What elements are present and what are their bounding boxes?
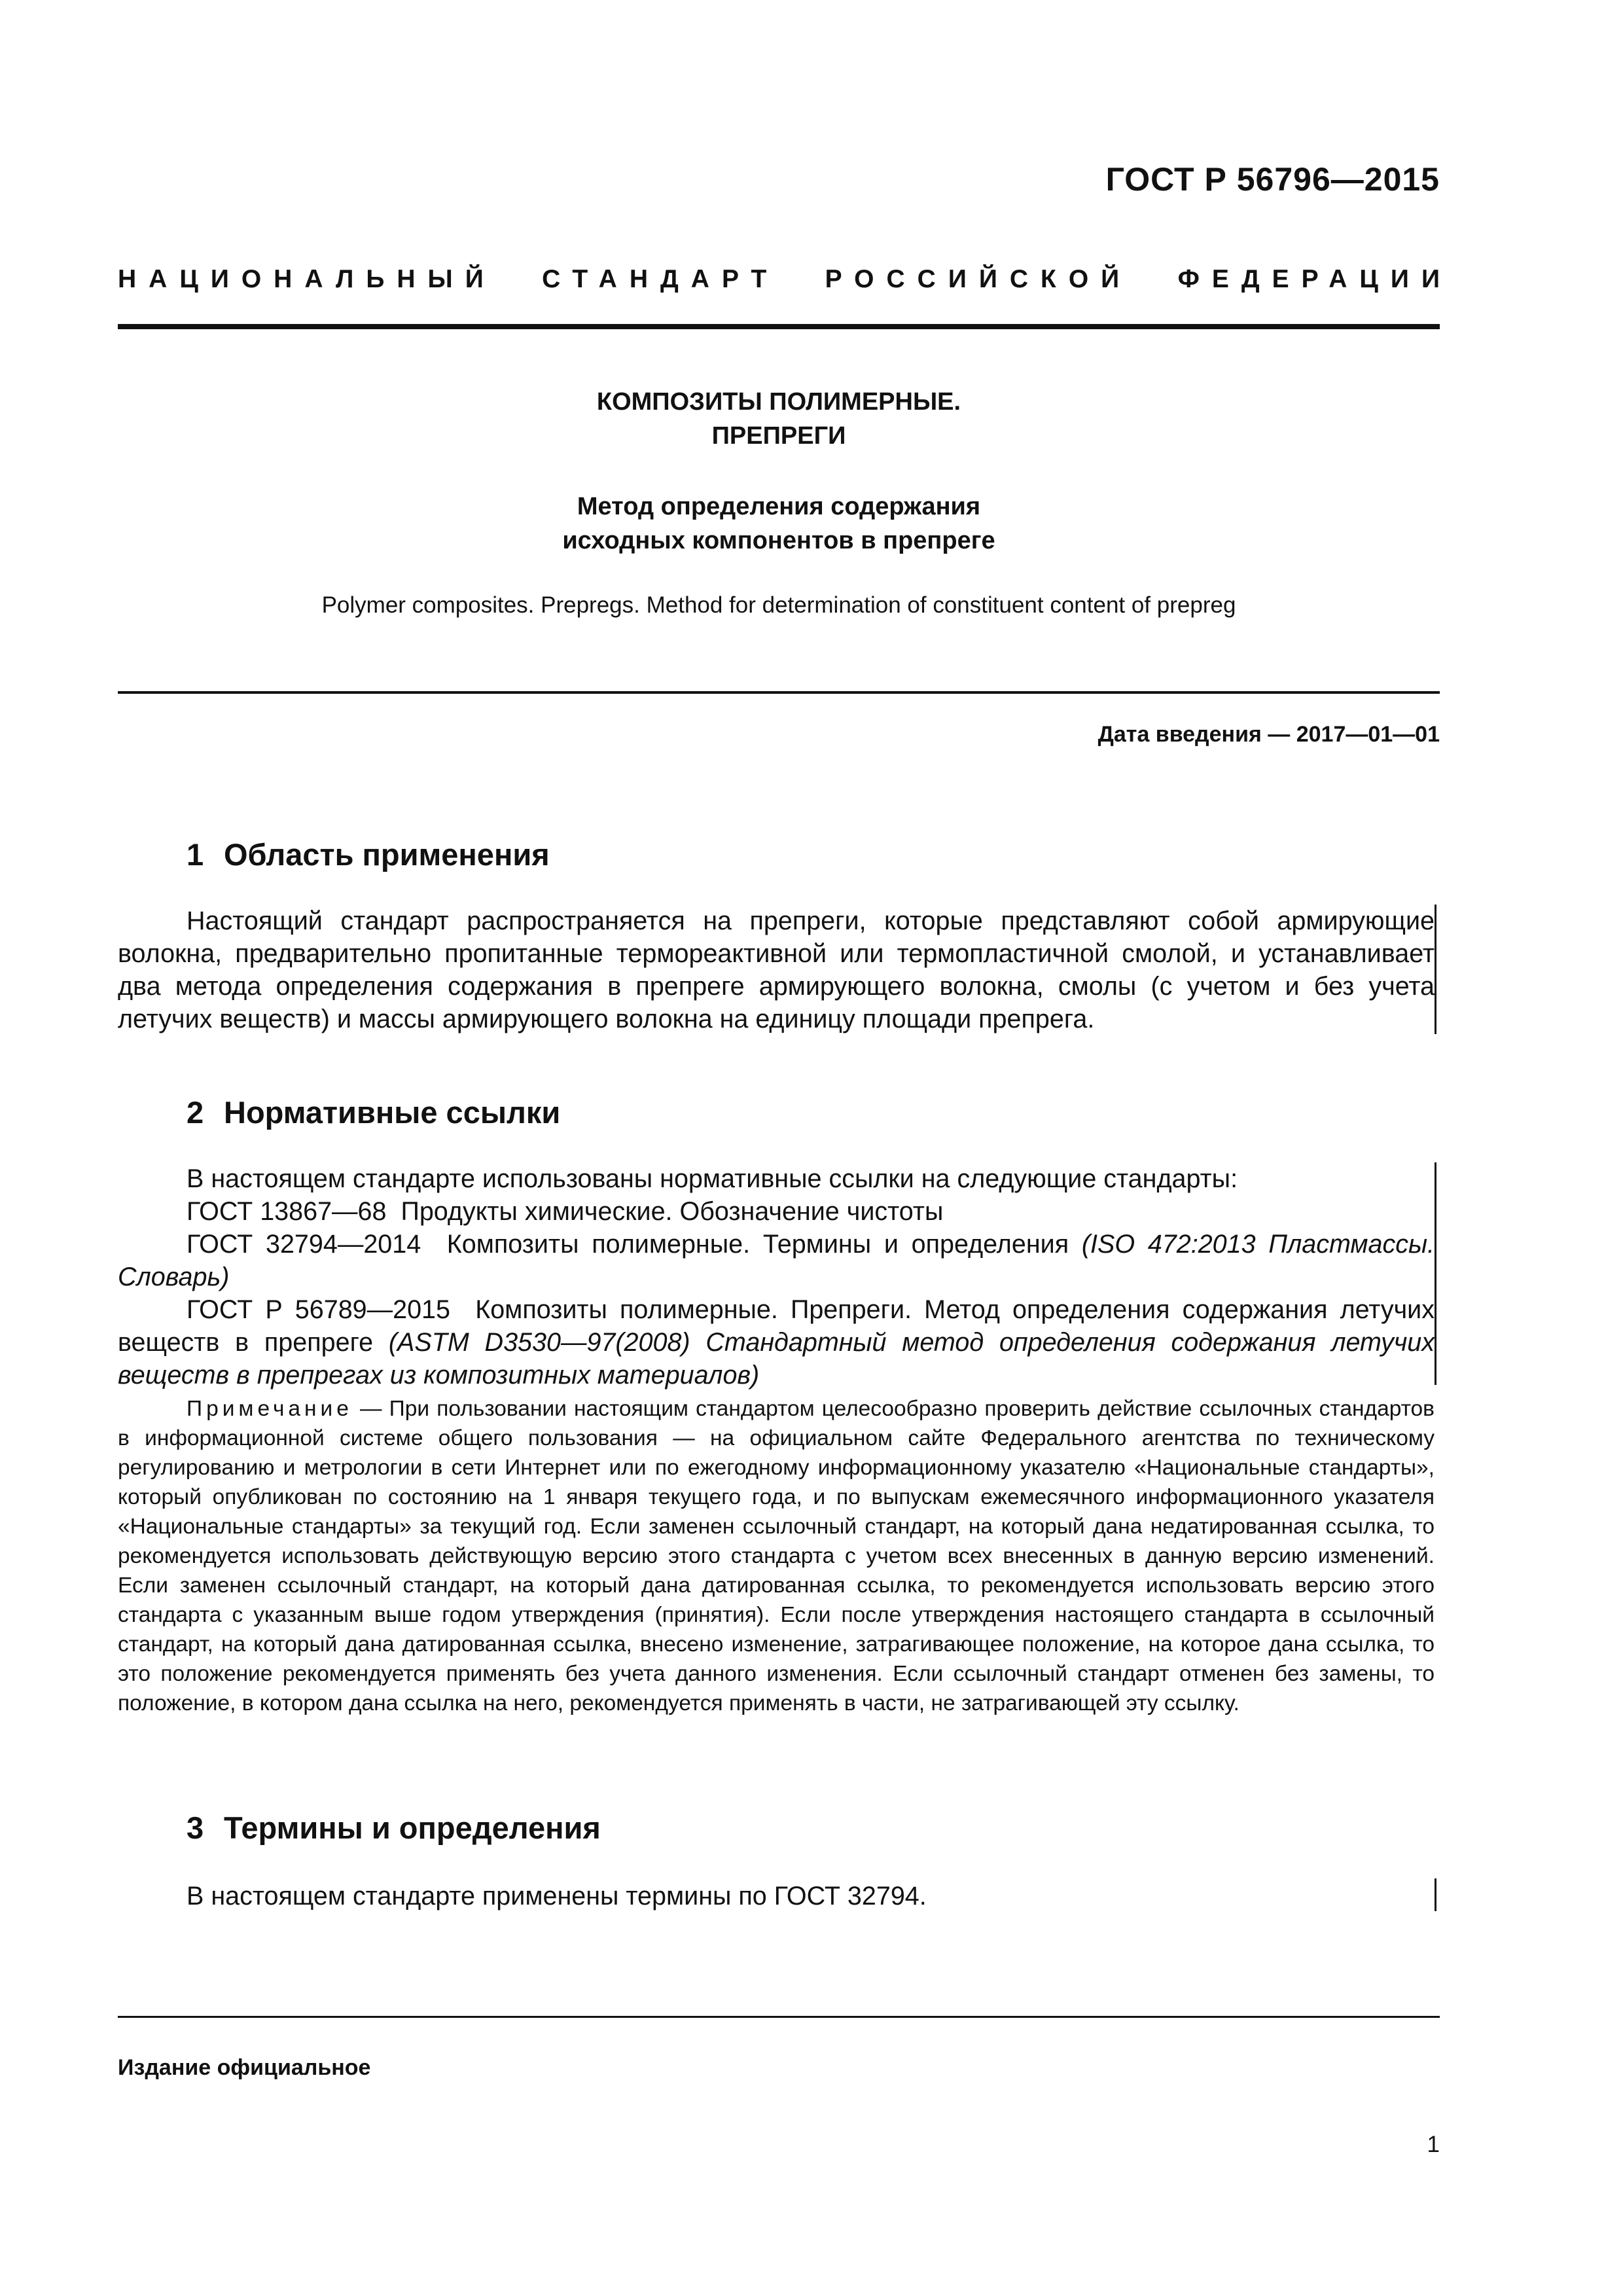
reference-item	[118, 1293, 1435, 1391]
section-3-body	[118, 1880, 1435, 1912]
reference-title: Композиты полимерные. Термины и определения	[446, 1230, 1069, 1259]
reference-code: ГОСТ 13867—68	[187, 1197, 387, 1226]
section-1-heading	[187, 836, 550, 872]
section-number: 1	[187, 837, 204, 872]
paragraph: В настоящем стандарте использованы нормативные ссылки на следующие стандарты:	[187, 1164, 1238, 1193]
introduction-date: Дата введения — 2017—01—01	[1097, 722, 1440, 747]
section-2-body	[118, 1162, 1435, 1391]
change-bar	[1435, 905, 1436, 1034]
note-block	[118, 1394, 1435, 1718]
subtitle-line: исходных компонентов в препреге	[562, 527, 995, 554]
reference-item	[118, 1195, 1435, 1228]
banner-word: РОССИЙСКОЙ	[825, 265, 1132, 293]
national-standard-banner	[118, 265, 1452, 294]
reference-code: ГОСТ 32794—2014	[187, 1230, 421, 1259]
section-2-heading	[187, 1094, 560, 1130]
change-bar	[1435, 1162, 1436, 1385]
subtitle-line: Метод определения содержания	[577, 493, 981, 520]
section-title: Термины и определения	[224, 1810, 601, 1845]
note-text: — При пользовании настоящим стандартом целесообразно проверить действие ссылочных стандартов в информационной системе общего пользования — на официальном сайте Федерального агентства по техническому регулированию и метрологии в сети Интернет или по ежегодному информационному указателю «Национальные стандарты», который опубликован по состоянию на 1 января текущего года, и по выпускам ежемесячного информационного указателя «Национальные стандарты» за текущий год. Если заменен ссылочный стандарт, на который дана недатированная ссылка, то рекомендуется использовать действующую версию этого стандарта с учетом всех внесенных в данную версию изменений. Если заменен ссылочный стандарт, на который дана датированная ссылка, то рекомендуется использовать версию этого стандарта с указанным выше годом утверждения (принятия). Если после утверждения настоящего стандарта в ссылочный стандарт, на который дана датированная ссылка, внесено изменение, затрагивающее положение, на которое дана ссылка, то это положение рекомендуется применять без учета данного изменения. Если ссылочный стандарт отменен без замены, то положение, в котором дана ссылка на него, рекомендуется применять в части, не затрагивающей эту ссылку.	[118, 1397, 1435, 1715]
section-number: 2	[187, 1095, 204, 1130]
section-title: Область применения	[224, 837, 550, 872]
title-line: КОМПОЗИТЫ ПОЛИМЕРНЫЕ.	[596, 388, 961, 416]
paragraph: Настоящий стандарт распространяется на препреги, которые представляют собой армирующие волокна, предварительно пропитанные термореактивной или термопластичной смолой, и устанавливает два метода определения содержания в препреге армирующего волокна, смолы (с учетом и без учета летучих веществ) и массы армирующего волокна на единицу площади препрега.	[118, 906, 1435, 1033]
english-title: Polymer composites. Prepregs. Method for determination of constituent content of prepreg	[321, 592, 1236, 618]
banner-word: СТАНДАРТ	[542, 265, 779, 293]
title-line: ПРЕПРЕГИ	[711, 422, 846, 450]
reference-international: (ASTM D3530—97(2008) Стандартный метод определения содержания летучих веществ в препрегах из композитных материалов)	[118, 1328, 1435, 1390]
note-paragraph	[118, 1394, 1435, 1718]
banner-word: НАЦИОНАЛЬНЫЙ	[118, 265, 496, 293]
standard-designation: ГОСТ Р 56796—2015	[1105, 161, 1440, 198]
reference-title: Композиты полимерные. Препреги. Метод определения содержания летучих веществ в препреге	[118, 1295, 1435, 1357]
header-divider	[118, 324, 1440, 329]
page-number: 1	[1427, 2132, 1440, 2157]
section-1-body	[118, 905, 1435, 1035]
change-bar	[1435, 1878, 1436, 1911]
section-number: 3	[187, 1810, 204, 1845]
reference-title: Продукты химические. Обозначение чистоты	[401, 1197, 944, 1226]
reference-code: ГОСТ Р 56789—2015	[187, 1295, 450, 1324]
paragraph: В настоящем стандарте применены термины по ГОСТ 32794.	[187, 1882, 927, 1910]
note-label: Примечание	[187, 1397, 353, 1421]
footer-divider	[118, 2016, 1440, 2018]
section-3-heading	[187, 1810, 601, 1846]
reference-international: (ISO 472:2013 Пластмассы. Словарь)	[118, 1230, 1435, 1291]
document-title	[118, 385, 1440, 453]
title-divider	[118, 691, 1440, 694]
reference-item	[118, 1228, 1435, 1293]
document-subtitle	[118, 490, 1440, 558]
official-edition-label: Издание официальное	[118, 2055, 371, 2080]
section-title: Нормативные ссылки	[224, 1095, 561, 1130]
banner-word: ФЕДЕРАЦИИ	[1177, 265, 1452, 293]
